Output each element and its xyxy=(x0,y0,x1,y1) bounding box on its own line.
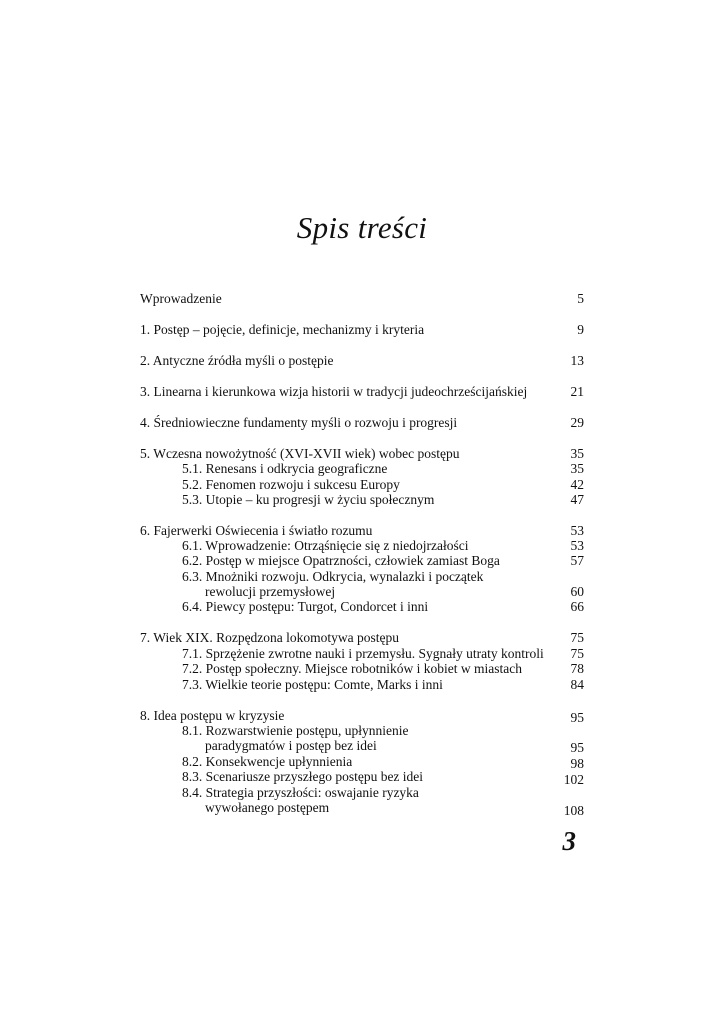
toc-subentry-label: 7.1. Sprzężenie zwrotne nauki i przemysłu. Sygnały utraty kontroli xyxy=(182,646,544,661)
page-title: Spis treści xyxy=(296,210,428,245)
toc-entry-page: 35 xyxy=(570,446,584,461)
toc-subentry-label: 7.2. Postęp społeczny. Miejsce robotników i kobiet w miastach xyxy=(182,661,522,676)
toc-entry-page: 95 xyxy=(570,740,584,755)
toc-entry-label: 3. Linearna i kierunkowa wizja historii w tradycji judeochrześcijańskiej xyxy=(140,384,528,399)
toc-subentry-label: 6.3. Mnożniki rozwoju. Odkrycia, wynalazki i początek xyxy=(182,569,484,584)
toc-subentry-label: 8.2. Konsekwencje upłynnienia xyxy=(182,754,353,769)
toc-entry-label: Wprowadzenie xyxy=(140,291,222,306)
toc-subentry-label: 6.2. Postęp w miejsce Opatrzności, człowiek zamiast Boga xyxy=(182,553,500,568)
toc-subentry-label: 8.3. Scenariusze przyszłego postępu bez idei xyxy=(182,769,424,784)
toc-subentry-label: 6.4. Piewcy postępu: Turgot, Condorcet i inni xyxy=(182,599,429,614)
toc-entry-label: 4. Średniowieczne fundamenty myśli o rozwoju i progresji xyxy=(140,415,458,430)
toc-entry-page: 35 xyxy=(570,461,584,476)
toc-entry-page: 102 xyxy=(563,772,584,787)
toc-entry-label: 8. Idea postępu w kryzysie xyxy=(140,708,285,723)
toc-entry-page: 66 xyxy=(570,599,584,614)
toc-entry-page: 5 xyxy=(577,291,584,306)
toc-subentry-label: 5.2. Fenomen rozwoju i sukcesu Europy xyxy=(182,477,400,492)
toc-subentry-label: 7.3. Wielkie teorie postępu: Comte, Marks i inni xyxy=(182,677,443,692)
page-number: 3 xyxy=(562,826,576,856)
toc-entry-label: 7. Wiek XIX. Rozpędzona lokomotywa postępu xyxy=(140,630,400,645)
toc-entry-page: 78 xyxy=(570,661,584,676)
toc-entry-page: 47 xyxy=(570,492,584,507)
toc-entry-label: 5. Wczesna nowożytność (XVI-XVII wiek) wobec postępu xyxy=(140,446,460,461)
toc-entry-page: 84 xyxy=(570,677,584,692)
toc-entry-page: 29 xyxy=(570,415,584,430)
toc-entry-label: 2. Antyczne źródła myśli o postępie xyxy=(140,353,334,368)
toc-entry-page: 108 xyxy=(563,803,584,818)
toc-entry-page: 13 xyxy=(570,353,584,368)
toc-entry-page: 9 xyxy=(577,322,584,337)
toc-subentry-label: 8.1. Rozwarstwienie postępu, upłynnienie xyxy=(182,723,409,738)
toc-entry-page: 75 xyxy=(570,646,584,661)
toc-entry-page: 57 xyxy=(570,553,584,568)
toc-entry-page: 60 xyxy=(570,584,584,599)
toc-subentry-label-cont: paradygmatów i postęp bez idei xyxy=(205,738,377,753)
toc-subentry-label-cont: rewolucji przemysłowej xyxy=(205,584,336,599)
toc-subentry-label: 5.3. Utopie – ku progresji w życiu społecznym xyxy=(182,492,435,507)
toc-entry-page: 95 xyxy=(570,710,584,725)
toc-subentry-label-cont: wywołanego postępem xyxy=(205,800,330,815)
toc-subentry-label: 8.4. Strategia przyszłości: oswajanie ryzyka xyxy=(182,785,419,800)
toc-entry-page: 98 xyxy=(570,756,584,771)
toc-subentry-label: 5.1. Renesans i odkrycia geograficzne xyxy=(182,461,388,476)
toc-entry-label: 6. Fajerwerki Oświecenia i światło rozumu xyxy=(140,523,373,538)
toc-entry-label: 1. Postęp – pojęcie, definicje, mechanizmy i kryteria xyxy=(140,322,425,337)
toc-subentry-label: 6.1. Wprowadzenie: Otrząśnięcie się z niedojrzałości xyxy=(182,538,469,553)
toc-entry-page: 42 xyxy=(570,477,584,492)
toc-entry-page: 53 xyxy=(570,538,584,553)
toc-entry-page: 75 xyxy=(570,630,584,645)
toc-entry-page: 53 xyxy=(570,523,584,538)
toc-entry-page: 21 xyxy=(570,384,584,399)
